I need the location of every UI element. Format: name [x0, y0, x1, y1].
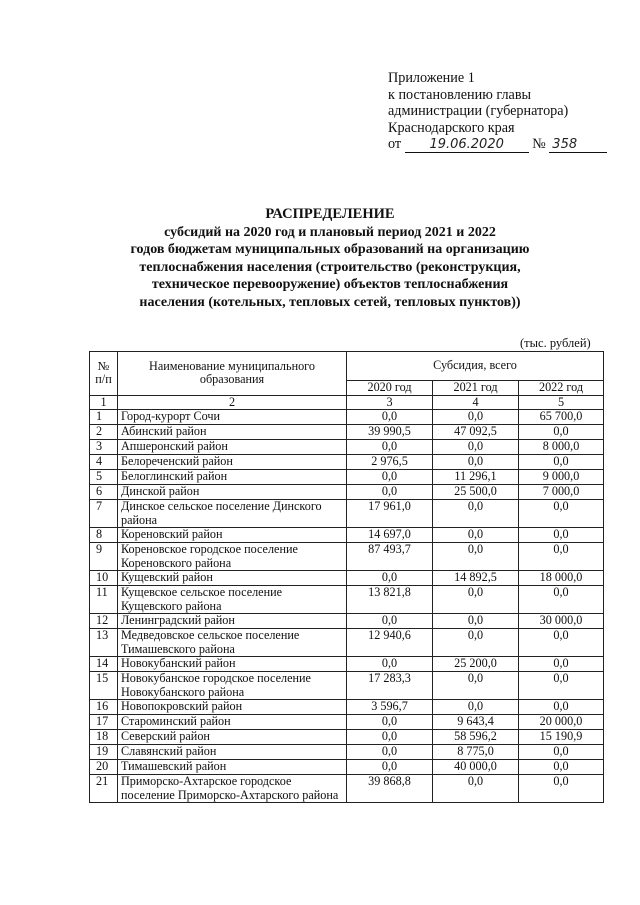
row-name-cell: Кущевское сельское поселение Кущевского района — [118, 586, 347, 614]
title-line-4: техническое перевооружение) объектов теплоснабжения — [151, 277, 509, 292]
table-row — [90, 629, 604, 657]
row-2020-cell: 0,0 — [347, 657, 433, 672]
header-name: Наименование муниципального образования — [118, 352, 347, 396]
row-number-cell: 6 — [90, 485, 118, 500]
row-2021-cell: 9 643,4 — [433, 715, 519, 730]
row-name-cell: Северский район — [118, 730, 347, 745]
row-name-cell: Абинский район — [118, 425, 347, 440]
row-2022-cell: 0,0 — [519, 543, 604, 571]
row-2022-cell: 65 700,0 — [519, 410, 604, 425]
row-name-cell: Славянский район — [118, 745, 347, 760]
table-row — [90, 425, 604, 440]
index-cell: 4 — [433, 395, 519, 410]
header-year-2020: 2020 год — [347, 381, 433, 396]
header-num: № п/п — [90, 352, 118, 396]
row-2020-cell: 0,0 — [347, 440, 433, 455]
row-number-cell: 14 — [90, 657, 118, 672]
row-2020-cell: 39 868,8 — [347, 775, 433, 803]
table-row — [90, 700, 604, 715]
title-line-3: теплоснабжения населения (строительство (реконструкция, — [139, 259, 521, 275]
table-row — [90, 485, 604, 500]
row-name-cell: Ленинградский район — [118, 614, 347, 629]
handwritten-number: 358 — [549, 138, 607, 153]
row-2020-cell: 0,0 — [347, 470, 433, 485]
title-line-5: населения (котельных, тепловых сетей, тепловых пунктов)) — [139, 294, 521, 310]
row-2022-cell: 30 000,0 — [519, 614, 604, 629]
table-row — [90, 586, 604, 614]
table-row — [90, 440, 604, 455]
row-number-cell: 13 — [90, 629, 118, 657]
index-cell: 5 — [519, 395, 604, 410]
appendix-line-1: Приложение 1 — [388, 70, 475, 86]
row-2021-cell: 0,0 — [433, 410, 519, 425]
title-heading: РАСПРЕДЕЛЕНИЕ — [265, 206, 395, 222]
table-row — [90, 500, 604, 528]
row-number-cell: 18 — [90, 730, 118, 745]
table-row — [90, 614, 604, 629]
index-cell: 3 — [347, 395, 433, 410]
row-2020-cell: 17 961,0 — [347, 500, 433, 528]
table-row — [90, 571, 604, 586]
row-2020-cell: 0,0 — [347, 745, 433, 760]
row-2022-cell: 0,0 — [519, 528, 604, 543]
row-2022-cell: 0,0 — [519, 629, 604, 657]
table-row — [90, 760, 604, 775]
row-number-cell: 3 — [90, 440, 118, 455]
table-row — [90, 410, 604, 425]
row-number-cell: 17 — [90, 715, 118, 730]
table-row — [90, 657, 604, 672]
index-cell: 1 — [90, 395, 118, 410]
row-number-cell: 12 — [90, 614, 118, 629]
row-2020-cell: 0,0 — [347, 730, 433, 745]
row-2022-cell: 0,0 — [519, 745, 604, 760]
row-number-cell: 5 — [90, 470, 118, 485]
row-2021-cell: 0,0 — [433, 543, 519, 571]
row-2020-cell: 13 821,8 — [347, 586, 433, 614]
row-2020-cell: 2 976,5 — [347, 455, 433, 470]
row-name-cell: Динской район — [118, 485, 347, 500]
table-row — [90, 455, 604, 470]
handwritten-date: 19.06.2020 — [405, 138, 529, 153]
from-label: от — [388, 136, 402, 152]
document-title — [80, 206, 580, 311]
row-2021-cell: 40 000,0 — [433, 760, 519, 775]
header-subsidy: Субсидия, всего — [347, 352, 604, 381]
row-2021-cell: 0,0 — [433, 586, 519, 614]
row-2020-cell: 0,0 — [347, 715, 433, 730]
row-2021-cell: 58 596,2 — [433, 730, 519, 745]
row-2021-cell: 25 200,0 — [433, 657, 519, 672]
row-number-cell: 19 — [90, 745, 118, 760]
table-row — [90, 730, 604, 745]
row-name-cell: Новокубанское городское поселение Новокубанского района — [118, 672, 347, 700]
table-row — [90, 715, 604, 730]
row-2022-cell: 9 000,0 — [519, 470, 604, 485]
row-name-cell: Динское сельское поселение Динского района — [118, 500, 347, 528]
table-row — [90, 543, 604, 571]
row-2020-cell: 0,0 — [347, 614, 433, 629]
row-name-cell: Город-курорт Сочи — [118, 410, 347, 425]
appendix-date-line — [388, 136, 618, 153]
table-row — [90, 470, 604, 485]
row-2021-cell: 0,0 — [433, 440, 519, 455]
row-number-cell: 2 — [90, 425, 118, 440]
row-name-cell: Новопокровский район — [118, 700, 347, 715]
row-2021-cell: 0,0 — [433, 528, 519, 543]
row-number-cell: 7 — [90, 500, 118, 528]
row-name-cell: Тимашевский район — [118, 760, 347, 775]
header-year-2022: 2022 год — [519, 381, 604, 396]
table-row — [90, 775, 604, 803]
row-2022-cell: 0,0 — [519, 455, 604, 470]
row-2020-cell: 0,0 — [347, 571, 433, 586]
units-label: (тыс. рублей) — [520, 336, 591, 350]
row-2021-cell: 0,0 — [433, 629, 519, 657]
row-2021-cell: 47 092,5 — [433, 425, 519, 440]
row-2021-cell: 8 775,0 — [433, 745, 519, 760]
row-number-cell: 15 — [90, 672, 118, 700]
number-label: № — [532, 136, 546, 152]
row-2022-cell: 0,0 — [519, 672, 604, 700]
row-2021-cell: 0,0 — [433, 614, 519, 629]
appendix-line-2: к постановлению главы — [388, 86, 532, 103]
row-number-cell: 8 — [90, 528, 118, 543]
row-number-cell: 9 — [90, 543, 118, 571]
row-2022-cell: 18 000,0 — [519, 571, 604, 586]
row-2020-cell: 0,0 — [347, 760, 433, 775]
row-2021-cell: 0,0 — [433, 672, 519, 700]
row-2020-cell: 39 990,5 — [347, 425, 433, 440]
row-name-cell: Приморско-Ахтарское городское поселение Приморско-Ахтарского района — [118, 775, 347, 803]
header-year-2021: 2021 год — [433, 381, 519, 396]
row-2022-cell: 0,0 — [519, 500, 604, 528]
row-2021-cell: 14 892,5 — [433, 571, 519, 586]
row-2022-cell: 0,0 — [519, 425, 604, 440]
row-name-cell: Кореновский район — [118, 528, 347, 543]
row-2020-cell: 0,0 — [347, 410, 433, 425]
row-number-cell: 10 — [90, 571, 118, 586]
row-2022-cell: 15 190,9 — [519, 730, 604, 745]
row-name-cell: Белоглинский район — [118, 470, 347, 485]
appendix-line-3: администрации (губернатора) — [388, 103, 569, 119]
row-2022-cell: 0,0 — [519, 657, 604, 672]
row-2020-cell: 87 493,7 — [347, 543, 433, 571]
row-2022-cell: 20 000,0 — [519, 715, 604, 730]
row-name-cell: Апшеронский район — [118, 440, 347, 455]
title-line-1: субсидий на 2020 год и плановый период 2021 и 2022 — [164, 224, 496, 240]
row-name-cell: Новокубанский район — [118, 657, 347, 672]
row-name-cell: Староминский район — [118, 715, 347, 730]
row-number-cell: 4 — [90, 455, 118, 470]
row-2020-cell: 3 596,7 — [347, 700, 433, 715]
row-2021-cell: 0,0 — [433, 500, 519, 528]
row-number-cell: 16 — [90, 700, 118, 715]
row-2020-cell: 14 697,0 — [347, 528, 433, 543]
row-number-cell: 1 — [90, 410, 118, 425]
row-2021-cell: 0,0 — [433, 455, 519, 470]
row-2021-cell: 0,0 — [433, 775, 519, 803]
row-name-cell: Белореченский район — [118, 455, 347, 470]
row-2021-cell: 25 500,0 — [433, 485, 519, 500]
row-2020-cell: 17 283,3 — [347, 672, 433, 700]
table-row — [90, 745, 604, 760]
row-number-cell: 21 — [90, 775, 118, 803]
row-name-cell: Кореновское городское поселение Кореновского района — [118, 543, 347, 571]
row-2022-cell: 0,0 — [519, 775, 604, 803]
table-row — [90, 528, 604, 543]
subsidy-table — [89, 351, 604, 803]
row-number-cell: 11 — [90, 586, 118, 614]
row-name-cell: Кущевский район — [118, 571, 347, 586]
row-2020-cell: 12 940,6 — [347, 629, 433, 657]
row-2020-cell: 0,0 — [347, 485, 433, 500]
index-cell: 2 — [118, 395, 347, 410]
appendix-block — [388, 70, 618, 153]
row-number-cell: 20 — [90, 760, 118, 775]
row-2022-cell: 8 000,0 — [519, 440, 604, 455]
appendix-line-4: Краснодарского края — [388, 119, 515, 136]
row-name-cell: Медведовское сельское поселение Тимашевского района — [118, 629, 347, 657]
row-2022-cell: 0,0 — [519, 760, 604, 775]
row-2022-cell: 0,0 — [519, 586, 604, 614]
row-2022-cell: 0,0 — [519, 700, 604, 715]
title-line-2: годов бюджетам муниципальных образований на организацию — [130, 242, 530, 257]
table-row — [90, 672, 604, 700]
row-2021-cell: 0,0 — [433, 700, 519, 715]
row-2022-cell: 7 000,0 — [519, 485, 604, 500]
row-2021-cell: 11 296,1 — [433, 470, 519, 485]
